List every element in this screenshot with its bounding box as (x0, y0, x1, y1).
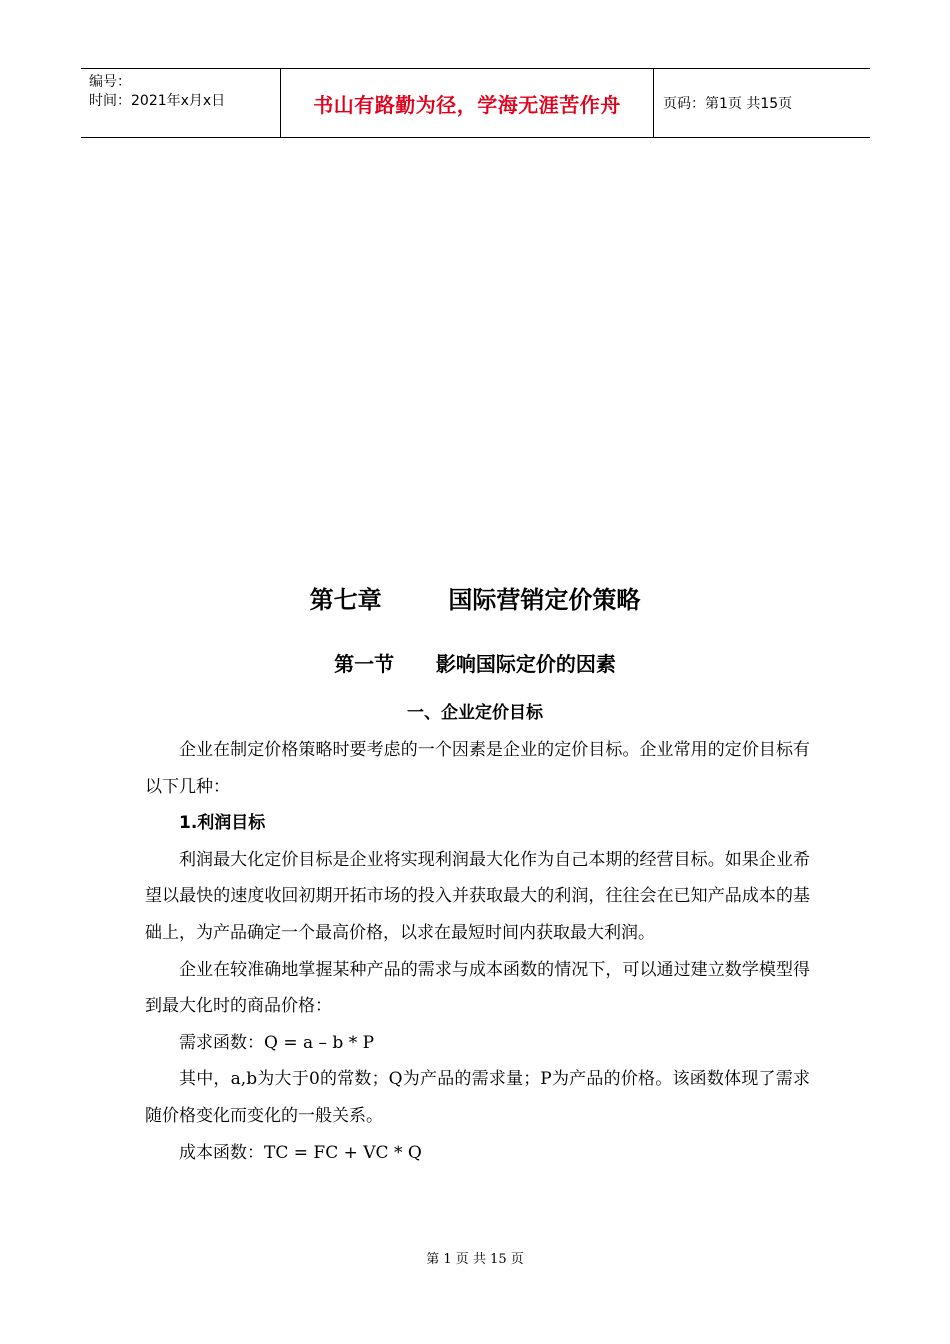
page-footer: 第 1 页 共 15 页 (426, 1252, 524, 1267)
header-meta-cell (81, 69, 281, 137)
section-title: 第一节 影响国际定价的因素 (334, 652, 616, 676)
paragraph-profit-max: 利润最大化定价目标是企业将实现利润最大化作为自己本期的经营目标。如果企业希望以最快的速度收回初期开拓市场的投入并获取最大的利润，往往会在已知产品成本的基础上，为产品确定一个最高价格，以求在最短时间内获取最大利润。 (145, 849, 810, 943)
paragraph-intro: 企业在制定价格策略时要考虑的一个因素是企业的定价目标。企业常用的定价目标有以下几种： (145, 740, 810, 797)
document-header (81, 68, 870, 138)
page-info: 页码：第1页 共15页 (663, 96, 793, 112)
time-label: 时间：2021年x月x日 (89, 93, 226, 109)
demand-function: 需求函数：Q = a – b * P (179, 1032, 375, 1053)
paragraph-model: 企业在较准确地掌握某种产品的需求与成本函数的情况下，可以通过建立数学模型得到最大化时的商品价格： (145, 959, 810, 1017)
chapter-title: 第七章 国际营销定价策略 (309, 586, 641, 614)
motto-text: 书山有路勤为径，学海无涯苦作舟 (313, 92, 621, 117)
paragraph-heading-profit: 1.利润目标 (179, 813, 266, 834)
subsection-title: 一、企业定价目标 (407, 703, 543, 723)
header-motto-cell (281, 69, 654, 137)
cost-function: 成本函数：TC = FC + VC * Q (179, 1142, 422, 1163)
document-body (145, 732, 810, 1171)
header-page-cell (654, 69, 870, 137)
paragraph-explanation: 其中，a,b为大于0的常数；Q为产品的需求量；P为产品的价格。该函数体现了需求随价格变化而变化的一般关系。 (145, 1069, 810, 1126)
number-label: 编号： (89, 74, 131, 90)
